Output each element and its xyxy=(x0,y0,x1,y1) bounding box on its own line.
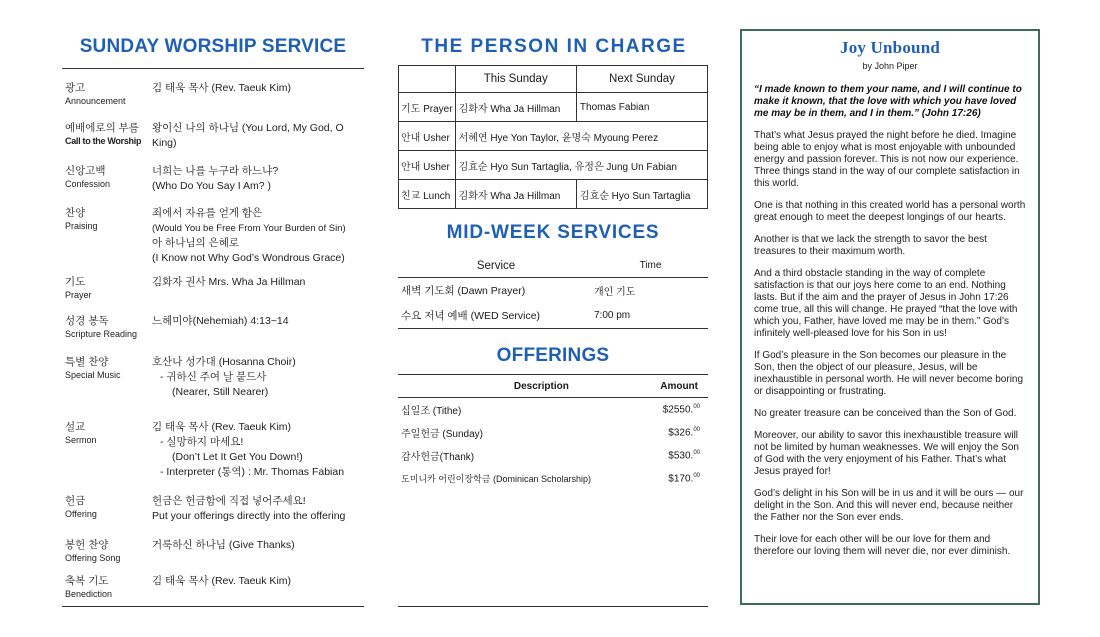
person-in-charge-table xyxy=(398,65,708,209)
time-cell: 개인 기도 xyxy=(594,287,636,298)
worship-item-line: 김 태욱 목사 (Rev. Taeuk Kim) xyxy=(152,575,292,587)
person-in-charge-title: THE PERSON IN CHARGE xyxy=(421,36,687,57)
table-header-cell: Service xyxy=(398,254,592,278)
midweek-table xyxy=(398,254,708,329)
table-header-cell xyxy=(399,66,456,93)
worship-item-ko: 기도 xyxy=(65,276,86,288)
devotional-quote: “I made known to them your name, and I will continue to make it known, that the love with which you have loved me may be in them, and I in them.” (John 17:26) xyxy=(754,84,1022,119)
worship-item-ko: 특별 찬양 xyxy=(65,356,109,368)
worship-item-line: (Nearer, Still Nearer) xyxy=(172,386,269,398)
this-sunday-cell: 김화자 Wha Ja Hillman xyxy=(455,93,576,122)
offerings-bottom-rule xyxy=(398,606,708,607)
offerings-table xyxy=(398,374,708,490)
next-sunday-cell: Thomas Fabian xyxy=(576,93,707,122)
midweek-title: MID-WEEK SERVICES xyxy=(446,222,660,243)
role-cell: 안내 Usher xyxy=(399,122,456,151)
worship-item-line: (Don’t Let It Get You Down!) xyxy=(172,451,303,463)
worship-section xyxy=(62,34,364,599)
worship-item-ko: 봉헌 찬양 xyxy=(65,539,109,551)
worship-item-en: Call to the Worship xyxy=(65,136,142,146)
worship-item-en: Special Music xyxy=(65,370,121,380)
offerings-title: OFFERINGS xyxy=(496,345,610,366)
worship-item-line: (I Know not Why God’s Wondrous Grace) xyxy=(152,252,345,264)
devotional-paragraph: Another is that we lack the strength to savor the best treasures to their maximum worth. xyxy=(754,234,987,257)
worship-item-ko: 설교 xyxy=(65,421,86,433)
info-section xyxy=(398,34,710,485)
offering-desc: 주일헌금 (Sunday) xyxy=(401,429,483,440)
devotional-box xyxy=(740,29,1040,605)
worship-item-line: 김 태욱 목사 (Rev. Taeuk Kim) xyxy=(152,421,292,433)
table-row xyxy=(398,421,708,444)
devotional-paragraph: Moreover, our ability to savor this inexhaustible treasure will not be limited by human weaknesses. We will enjoy the Son of God with the very enjoyment of his Father. That’s what Jesus prayed for! xyxy=(754,430,1019,477)
worship-item-en: Benediction xyxy=(65,589,113,599)
worship-item-ko: 광고 xyxy=(65,82,86,94)
offering-amount: $530.00 xyxy=(668,449,700,462)
service-cell: 새벽 기도회 (Dawn Prayer) xyxy=(401,285,526,297)
worship-item-line: 김 태욱 목사 (Rev. Taeuk Kim) xyxy=(152,82,292,94)
worship-item-en: Confession xyxy=(65,179,111,189)
worship-item-line: 아 하나님의 은혜로 xyxy=(152,237,239,249)
worship-item-line: (Would You be Free From Your Burden of Sin) xyxy=(152,223,346,234)
table-row xyxy=(398,303,708,329)
worship-item-ko: 성경 봉독 xyxy=(65,315,109,327)
devotional-paragraph: God’s delight in his Son will be in us and it will be ours — our delight in the Son. And this will never end, because neither the Father nor the Son ever ends. xyxy=(754,488,1024,523)
table-row xyxy=(398,467,708,490)
offering-amount: $326.00 xyxy=(668,426,700,439)
worship-item-en: Offering Song xyxy=(65,553,121,563)
table-row xyxy=(399,151,708,180)
worship-item-line: (Who Do You Say I Am? ) xyxy=(152,180,272,192)
offering-desc: 십일조 (Tithe) xyxy=(401,406,462,417)
worship-item-en: Sermon xyxy=(65,435,97,445)
worship-item-line: - 실망하지 마세요! xyxy=(160,436,244,448)
table-header-row xyxy=(399,66,708,93)
worship-item-en: Prayer xyxy=(65,290,92,300)
table-header-cell: Next Sunday xyxy=(576,66,707,93)
table-row xyxy=(398,444,708,467)
devotional-paragraph: And a third obstacle standing in the way of complete satisfaction is that our joys here come to an end. Nothing lasts. But if the aim and the prayer of Jesus in John 17:26 come true, all this will change. He prayed “that the love with which you, Father, have loved me may be in them.” God’s infinitely well-pleased love for his Son in us! xyxy=(754,268,1018,339)
worship-item-line: 김화자 권사 Mrs. Wha Ja Hillman xyxy=(152,276,306,288)
worship-item-ko: 신앙고백 xyxy=(65,165,106,177)
table-header-cell: Time xyxy=(592,254,708,278)
worship-title: SUNDAY WORSHIP SERVICE xyxy=(79,36,347,57)
worship-item-en: Scripture Reading xyxy=(65,329,138,339)
this-sunday-cell: 김화자 Wha Ja Hillman xyxy=(455,180,576,209)
service-cell: 수요 저녁 예배 (WED Service) xyxy=(398,303,592,329)
worship-bottom-rule xyxy=(62,606,364,607)
devotional-paragraph: If God’s pleasure in the Son becomes our pleasure in the Son, then the object of our pleasure, Jesus, will be inexhaustible in personal worth. He will never become boring or disappointing or frustrating. xyxy=(754,350,1024,397)
worship-item-line: 느헤미야(Nehemiah) 4:13~14 xyxy=(152,315,289,327)
offering-amount: $170.00 xyxy=(668,472,700,485)
role-cell: 친교 Lunch xyxy=(399,180,456,209)
devotional-paragraph: One is that nothing in this created world has a personal worth great enough to meet the deepest longings of our hearts. xyxy=(754,200,1026,223)
worship-item-line: 거룩하신 하나님 (Give Thanks) xyxy=(152,539,295,551)
table-row xyxy=(398,278,708,304)
offering-desc: 감사헌금(Thank) xyxy=(401,452,475,463)
role-cell: 기도 Prayer xyxy=(399,93,456,122)
worship-item-en: Announcement xyxy=(65,96,126,106)
worship-item-line: Put your offerings directly into the offering xyxy=(152,510,346,522)
worship-item-en: Praising xyxy=(65,221,98,231)
table-row xyxy=(399,122,708,151)
table-header-row xyxy=(398,254,708,278)
table-row xyxy=(398,398,708,422)
worship-item-en: Offering xyxy=(65,509,97,519)
table-header-row xyxy=(398,375,708,398)
worship-item-ko: 헌금 xyxy=(65,495,86,507)
worship-item-ko: 예배에로의 부름 xyxy=(65,122,139,134)
worship-item-ko: 찬양 xyxy=(65,207,86,219)
role-cell: 안내 Usher xyxy=(399,151,456,180)
time-cell: 7:00 pm xyxy=(592,303,708,329)
worship-item-ko: 축복 기도 xyxy=(65,575,109,587)
devotional-author: by John Piper xyxy=(862,61,918,71)
devotional-paragraph: No greater treasure can be conceived than the Son of God. xyxy=(754,408,1017,419)
next-sunday-cell: 김효순 Hyo Sun Tartaglia xyxy=(576,180,707,209)
table-header-cell: This Sunday xyxy=(455,66,576,93)
worship-item-line: 죄에서 자유를 얻게 함은 xyxy=(152,207,263,219)
offering-desc: 도미니카 어린이장학금 (Dominican Scholarship) xyxy=(401,474,591,484)
worship-item-line: 너희는 나를 누구라 하느냐? xyxy=(152,165,279,177)
this-sunday-cell: 김효순 Hyo Sun Tartaglia, 유정은 Jung Un Fabian xyxy=(455,151,707,180)
table-header-cell: Description xyxy=(398,375,646,398)
worship-item-line: - 귀하신 주여 날 붙드사 xyxy=(160,371,267,383)
devotional-paragraph: Their love for each other will be our love for them and therefore our loving them will never die, nor ever diminish. xyxy=(754,534,1011,557)
this-sunday-cell: 서혜연 Hye Yon Taylor, 윤명숙 Myoung Perez xyxy=(455,122,707,151)
devotional-paragraph: That’s what Jesus prayed the night before he died. Imagine being able to enjoy what is most enjoyable with unbounded energy and passion forever. This is not now our experience. Three things stand in the way of our complete satisfaction in this world. xyxy=(754,130,1020,189)
worship-item-line: 왕이신 나의 하나님 (You Lord, My God, O King) xyxy=(152,122,344,149)
worship-item-line: 헌금은 헌금함에 직접 넣어주세요! xyxy=(152,495,306,507)
offering-amount: $2550.00 xyxy=(662,403,700,416)
table-row xyxy=(399,93,708,122)
table-row xyxy=(399,180,708,209)
devotional-title: Joy Unbound xyxy=(840,38,940,57)
worship-item-line: 호산나 성가대 (Hosanna Choir) xyxy=(152,356,296,368)
table-header-cell: Amount xyxy=(646,375,708,398)
worship-item-line: - Interpreter (통역) : Mr. Thomas Fabian xyxy=(160,466,345,478)
worship-top-rule xyxy=(62,68,364,69)
